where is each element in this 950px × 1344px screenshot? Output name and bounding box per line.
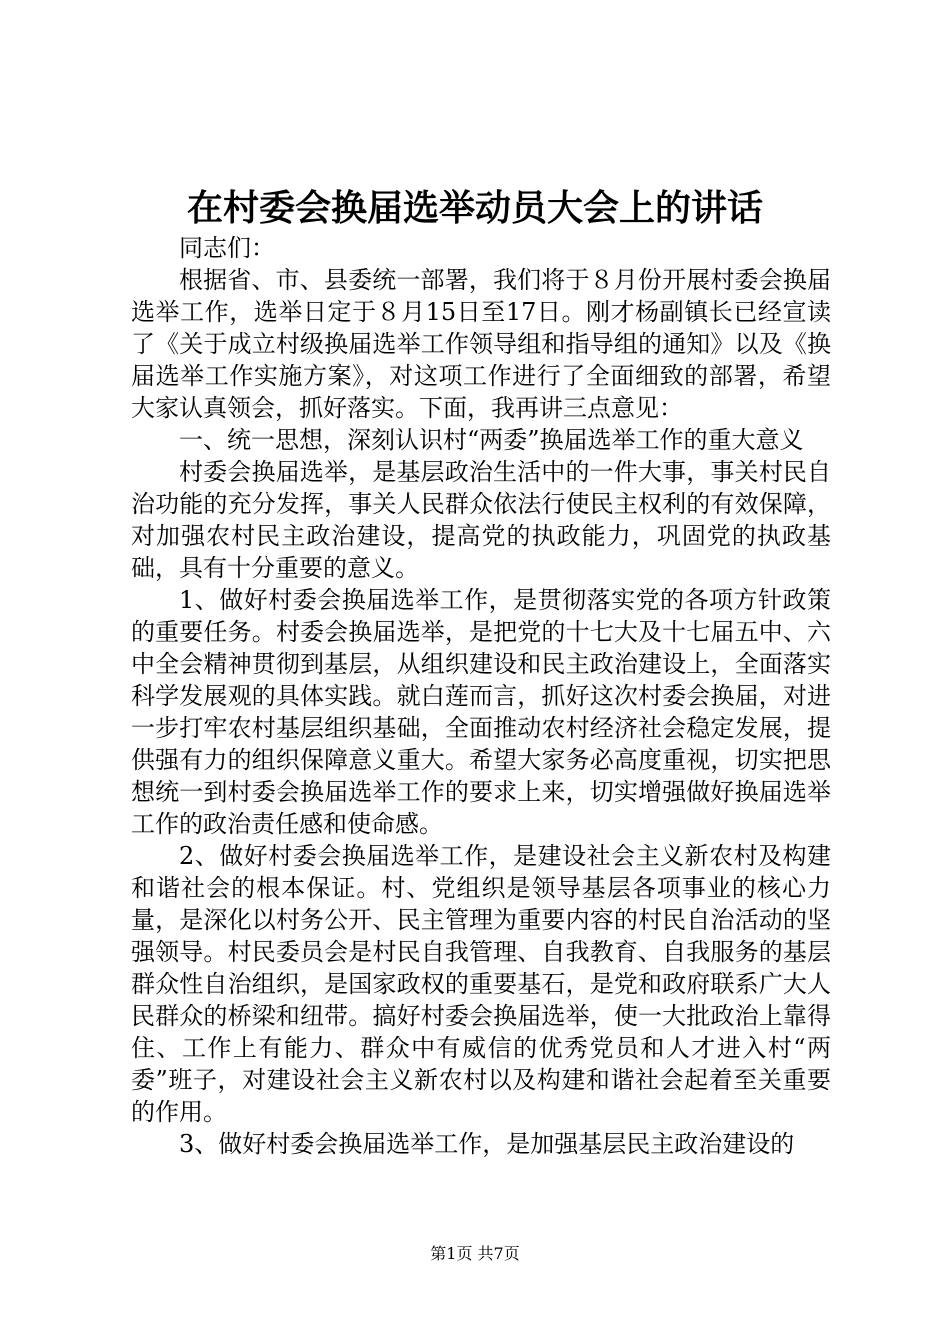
point-one-paragraph: 1、做好村委会换届选举工作，是贯彻落实党的各项方针政策的重要任务。村委会换届选举，是把党的十七大及十七届五中、六中全会精神贯彻到基层，从组织建设和民主政治建设上，全面落实科学发展观的具体实践。就白莲而言，抓好这次村委会换届，对进一步打牢农村基层组织基础，全面推动农村经济社会稳定发展，提供强有力的组织保障意义重大。希望大家务必高度重视，切实把思想统一到村委会换届选举工作的要求上来，切实增强做好换届选举工作的政治责任感和使命感。 xyxy=(131,586,831,838)
body-paragraph: 村委会换届选举，是基层政治生活中的一件大事，事关村民自治功能的充分发挥，事关人民群众依法行使民主权利的有效保障，对加强农村民主政治建设，提高党的执政能力，巩固党的执政基础，具有十分重要的意义。 xyxy=(131,458,831,582)
page-number-footer: 第1页 共7页 xyxy=(430,1244,520,1263)
section-heading-one: 一、统一思想，深刻认识村“两委”换届选举工作的重大意义 xyxy=(179,426,804,454)
point-three-paragraph: 3、做好村委会换届选举工作，是加强基层民主政治建设的 xyxy=(179,1130,795,1158)
document-body xyxy=(131,232,831,1160)
point-two-paragraph: 2、做好村委会换届选举工作，是建设社会主义新农村及构建和谐社会的根本保证。村、党组织是领导基层各项事业的核心力量，是深化以村务公开、民主管理为重要内容的村民自治活动的坚强领导。村民委员会是村民自我管理、自我教育、自我服务的基层群众性自治组织，是国家政权的重要基石，是党和政府联系广大人民群众的桥梁和纽带。搞好村委会换届选举，使一大批政治上靠得住、工作上有能力、群众中有威信的优秀党员和人才进入村“两委”班子，对建设社会主义新农村以及构建和谐社会起着至关重要的作用。 xyxy=(131,842,831,1126)
salutation-paragraph: 同志们： xyxy=(179,234,275,262)
document-title: 在村委会换届选举动员大会上的讲话 xyxy=(186,187,763,229)
intro-paragraph: 根据省、市、县委统一部署，我们将于８月份开展村委会换届选举工作，选举日定于８月15日至17日。刚才杨副镇长已经宣读了《关于成立村级换届选举工作领导组和指导组的通知》以及《换届选举工作实施方案》，对这项工作进行了全面细致的部署，希望大家认真领会，抓好落实。下面，我再讲三点意见： xyxy=(131,266,831,422)
